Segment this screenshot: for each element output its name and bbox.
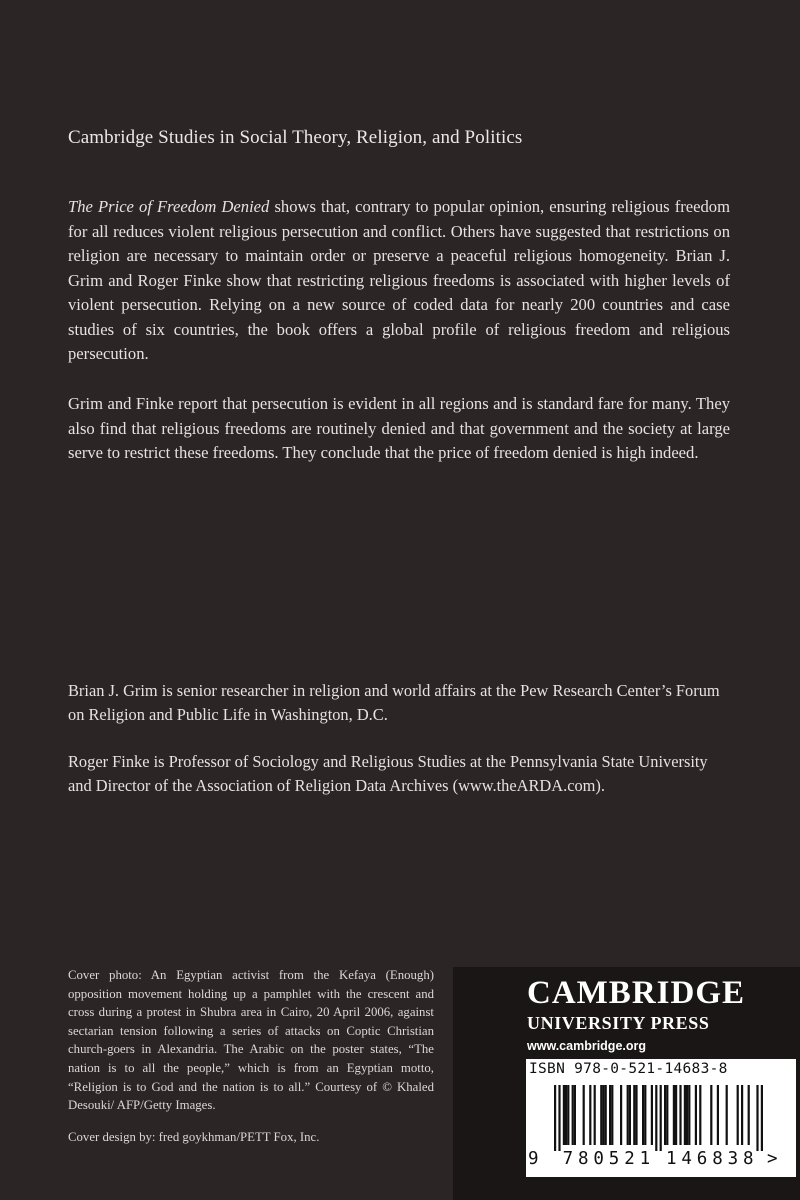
barcode-digit: 8	[578, 1149, 589, 1169]
barcode-bar	[594, 1085, 596, 1145]
author-bio-grim: Brian J. Grim is senior researcher in religion and world affairs at the Pew Research Center’s Forum on Religion and Public Life in Washington, D.C.	[68, 681, 720, 724]
isbn-barcode	[526, 1059, 796, 1177]
barcode-digit: 3	[727, 1149, 739, 1169]
cover-design-credit: Cover design by: fred goykhman/PETT Fox, Inc.	[68, 1130, 320, 1144]
barcode-bar	[567, 1085, 569, 1145]
barcode-bar	[686, 1085, 688, 1145]
series-title: Cambridge Studies in Social Theory, Religion, and Politics	[68, 127, 523, 148]
publisher-subname: UNIVERSITY PRESS	[527, 1013, 710, 1033]
barcode-bars	[536, 1085, 790, 1151]
barcode-digit: 2	[624, 1149, 635, 1169]
barcode-bar	[558, 1085, 560, 1151]
blurb-paragraph-1-text: shows that, contrary to popular opinion, ensuring religious freedom for all reduces violent religious persecution and conflict. Others have suggested that restrictions on religion are necessary to maintain order or preserve a peaceful religious homogeneity. Brian J. Grim and Roger Finke show that restricting religious freedoms is associated with higher levels of violent persecution. Relying on a new source of coded data for nearly 200 countries and case studies of six countries, the book offers a global profile of religious freedom and religious persecution.	[68, 197, 731, 363]
barcode-digit: 7	[562, 1149, 574, 1169]
barcode-bar	[642, 1085, 644, 1145]
barcode-bar	[756, 1085, 758, 1151]
barcode-bar	[664, 1085, 666, 1145]
barcode-digit: 6	[696, 1149, 708, 1169]
barcode-digit: 5	[608, 1149, 620, 1169]
isbn-label: ISBN 978-0-521-14683-8	[529, 1061, 728, 1077]
barcode-bar	[761, 1085, 763, 1151]
barcode-bar	[737, 1085, 739, 1145]
barcode-digit: >	[767, 1149, 778, 1169]
barcode-bar	[695, 1085, 697, 1145]
barcode-bar	[627, 1085, 629, 1145]
barcode-digit: 9	[528, 1149, 539, 1169]
barcode-bar	[574, 1085, 576, 1145]
barcode-bar	[679, 1085, 681, 1145]
barcode-bar	[629, 1085, 631, 1145]
barcode-digit: 8	[712, 1149, 723, 1169]
barcode-bar	[660, 1085, 662, 1151]
barcode-bar	[655, 1085, 657, 1151]
barcode-digit: 1	[639, 1149, 651, 1169]
barcode-digit: 8	[743, 1149, 754, 1169]
barcode-bar	[609, 1085, 611, 1145]
barcode-digit: 4	[681, 1149, 692, 1169]
barcode-bar	[565, 1085, 567, 1145]
barcode-bar	[710, 1085, 712, 1145]
barcode-bar	[602, 1085, 604, 1145]
barcode-bar	[644, 1085, 646, 1145]
barcode-bar	[605, 1085, 607, 1145]
book-title: The Price of Freedom Denied	[68, 197, 270, 216]
barcode-bar	[717, 1085, 719, 1145]
barcode-bar	[633, 1085, 635, 1145]
publisher-url: www.cambridge.org	[527, 1039, 647, 1053]
barcode-bar	[651, 1085, 653, 1145]
barcode-bar	[600, 1085, 602, 1145]
barcode-bar	[620, 1085, 622, 1145]
barcode-bar	[666, 1085, 668, 1145]
barcode-bar	[583, 1085, 585, 1145]
barcode-bar	[589, 1085, 591, 1145]
barcode-bar	[675, 1085, 677, 1145]
blurb-paragraph-2: Grim and Finke report that persecution is evident in all regions and is standard fare for many. They also find that religious freedoms are routinely denied and that government and the society at large serve to restrict these freedoms. They conclude that the price of freedom denied is high indeed.	[68, 394, 730, 462]
author-bio-finke: Roger Finke is Professor of Sociology and Religious Studies at the Pennsylvania State University and Director of the Association of Religion Data Archives (www.theARDA.com).	[68, 752, 708, 795]
publisher-panel	[453, 967, 800, 1200]
barcode-bar	[688, 1085, 690, 1145]
barcode-bar	[748, 1085, 750, 1145]
barcode-bar	[572, 1085, 574, 1145]
publisher-name: CAMBRIDGE	[527, 975, 746, 1011]
cover-photo-credit: Cover photo: An Egyptian activist from the Kefaya (Enough) opposition movement holding up a pamphlet with the crescent and cross during a protest in Shubra area in Cairo, 20 April 2006, against sectarian tension following a series of attacks on Coptic Christian church-goers in Alexandria. The Arabic on the poster states, “The nation is to all the people,” which is from an Egyptian motto, “Religion is to God and the nation is to all.” Courtesy of © Khaled Desouki/ AFP/Getty Images.	[68, 968, 434, 1113]
barcode-digit: 1	[666, 1149, 677, 1169]
barcode-digit: 0	[593, 1149, 604, 1169]
barcode-bar	[554, 1085, 556, 1151]
barcode-bar	[726, 1085, 728, 1145]
barcode-bar	[699, 1085, 701, 1145]
blurb-paragraph-1	[68, 195, 730, 367]
barcode-bar	[741, 1085, 743, 1145]
barcode-bar	[563, 1085, 565, 1145]
barcode-bar	[684, 1085, 686, 1145]
barcode-bar	[673, 1085, 675, 1145]
barcode-bar	[611, 1085, 613, 1145]
barcode-bar	[635, 1085, 637, 1145]
